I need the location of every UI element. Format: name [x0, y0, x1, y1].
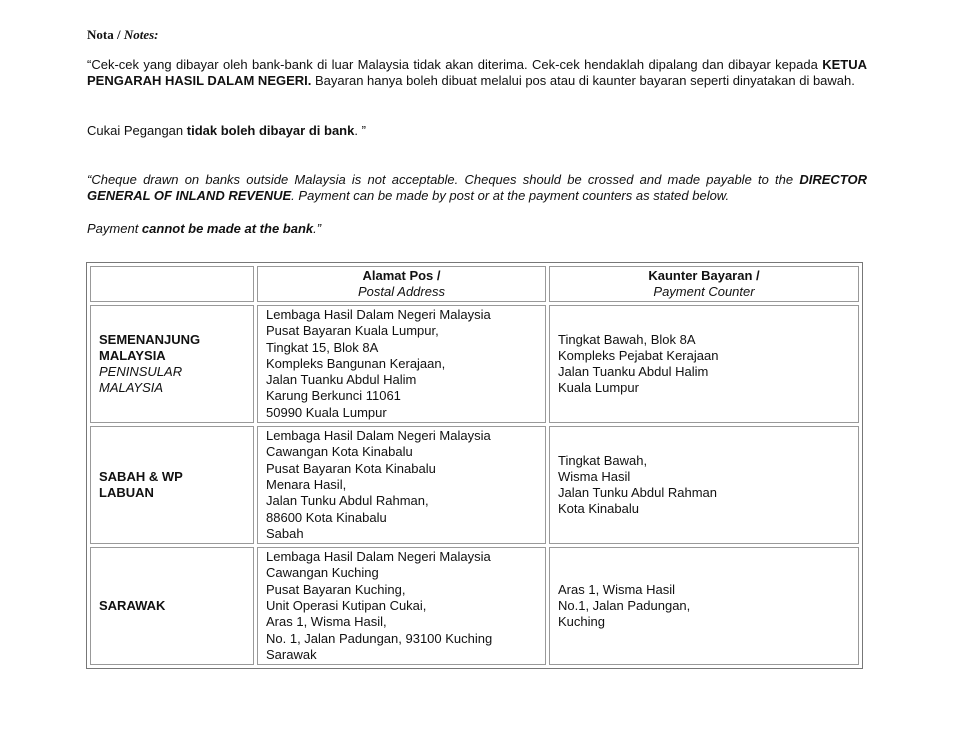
- note-malay-paragraph-2: [87, 123, 867, 139]
- address-line: Cawangan Kuching: [266, 565, 379, 581]
- table-row: [90, 426, 859, 544]
- region-cell-sabah-labuan: [90, 426, 254, 544]
- header-postal-ms: Alamat Pos /: [362, 268, 441, 283]
- address-line: Lembaga Hasil Dalam Negeri Malaysia: [266, 549, 491, 565]
- address-line: 88600 Kota Kinabalu: [266, 509, 387, 525]
- counter-line: Kompleks Pejabat Kerajaan: [558, 348, 719, 364]
- region-cell-peninsular: [90, 305, 254, 423]
- address-line: Kompleks Bangunan Kerajaan,: [266, 355, 446, 371]
- table-header-row: [90, 266, 859, 302]
- header-empty-cell: [90, 266, 254, 302]
- address-line: Pusat Bayaran Kuching,: [266, 581, 406, 597]
- region-name-ms: SEMENANJUNG: [99, 332, 201, 348]
- region-name-ms: SARAWAK: [99, 598, 166, 614]
- region-name-en: MALAYSIA: [99, 380, 164, 396]
- address-line: Lembaga Hasil Dalam Negeri Malaysia: [266, 307, 491, 322]
- table-row: [90, 305, 859, 423]
- notes-heading: [87, 27, 159, 43]
- notes-heading-en: Notes:: [123, 27, 159, 42]
- address-line: Jalan Tuanku Abdul Halim: [266, 372, 417, 388]
- counter-line: Wisma Hasil: [558, 469, 631, 485]
- note-malay-emphasis: tidak boleh dibayar di bank: [186, 123, 355, 138]
- note-malay-text: . ”: [354, 123, 366, 138]
- postal-address-cell: [257, 426, 546, 544]
- counter-line: Kota Kinabalu: [558, 501, 639, 517]
- header-payment-counter: [549, 266, 859, 302]
- note-malay-paragraph-1: [87, 57, 867, 89]
- address-line: Aras 1, Wisma Hasil,: [266, 614, 387, 630]
- address-line: Karung Berkunci 11061: [266, 388, 401, 404]
- payment-counter-cell: [549, 305, 859, 423]
- region-name-ms: SABAH & WP: [99, 469, 183, 485]
- address-line: Sarawak: [266, 646, 317, 662]
- counter-line: Jalan Tunku Abdul Rahman: [558, 485, 717, 501]
- address-line: Menara Hasil,: [266, 476, 347, 492]
- note-english-emphasis: cannot be made at the bank: [141, 221, 314, 236]
- note-english-text: “Cheque drawn on banks outside Malaysia is not acceptable. Cheques should be crossed and made payable to the: [87, 172, 800, 187]
- note-english-text: . Payment can be made by post or at the payment counters as stated below.: [291, 188, 730, 203]
- note-english-text: Payment: [87, 221, 142, 236]
- note-malay-text: “Cek-cek yang dibayar oleh bank-bank di luar Malaysia tidak akan diterima. Cek-cek hendaklah dipalang dan dibayar kepada: [87, 57, 823, 72]
- region-name-ms: LABUAN: [99, 485, 154, 501]
- region-name-ms: MALAYSIA: [99, 348, 166, 364]
- address-line: Cawangan Kota Kinabalu: [266, 444, 413, 460]
- header-postal-en: Postal Address: [358, 284, 445, 299]
- counter-line: Tingkat Bawah,: [558, 453, 648, 469]
- region-cell-sarawak: [90, 547, 254, 665]
- payment-locations-table: [86, 262, 863, 669]
- address-line: No. 1, Jalan Padungan, 93100 Kuching: [266, 630, 493, 646]
- counter-line: Tingkat Bawah, Blok 8A: [558, 332, 696, 348]
- postal-address-cell: [257, 547, 546, 665]
- address-line: Unit Operasi Kutipan Cukai,: [266, 598, 427, 614]
- address-line: Lembaga Hasil Dalam Negeri Malaysia: [266, 428, 491, 444]
- note-english-paragraph-1: [87, 172, 867, 204]
- note-malay-text: Cukai Pegangan: [87, 123, 187, 138]
- counter-line: Jalan Tuanku Abdul Halim: [558, 364, 709, 380]
- note-english-paragraph-2: [87, 221, 867, 237]
- note-malay-payee: KETUA PENGARAH HASIL DALAM NEGERI.: [87, 57, 867, 88]
- address-line: Tingkat 15, Blok 8A: [266, 339, 379, 355]
- counter-line: Aras 1, Wisma Hasil: [558, 582, 676, 598]
- counter-line: No.1, Jalan Padungan,: [558, 598, 691, 614]
- address-line: Jalan Tunku Abdul Rahman,: [266, 493, 429, 509]
- table-row: [90, 547, 859, 665]
- header-postal-address: [257, 266, 546, 302]
- address-line: Pusat Bayaran Kuala Lumpur,: [266, 323, 439, 339]
- header-counter-en: Payment Counter: [653, 284, 755, 299]
- payment-counter-cell: [549, 426, 859, 544]
- payment-counter-cell: [549, 547, 859, 665]
- header-counter-ms: Kaunter Bayaran /: [648, 268, 760, 283]
- counter-line: Kuala Lumpur: [558, 380, 639, 396]
- note-english-payee: DIRECTOR GENERAL OF INLAND REVENUE: [87, 172, 867, 203]
- address-line: 50990 Kuala Lumpur: [266, 404, 387, 420]
- postal-address-cell: [257, 305, 546, 423]
- note-malay-text: Bayaran hanya boleh dibuat melalui pos atau di kaunter bayaran seperti dinyatakan di bawah.: [311, 73, 855, 88]
- note-english-text: .”: [313, 221, 322, 236]
- notes-heading-ms: Nota /: [87, 27, 121, 42]
- counter-line: Kuching: [558, 614, 605, 630]
- address-line: Sabah: [266, 525, 304, 541]
- address-line: Pusat Bayaran Kota Kinabalu: [266, 460, 436, 476]
- region-name-en: PENINSULAR: [99, 364, 183, 380]
